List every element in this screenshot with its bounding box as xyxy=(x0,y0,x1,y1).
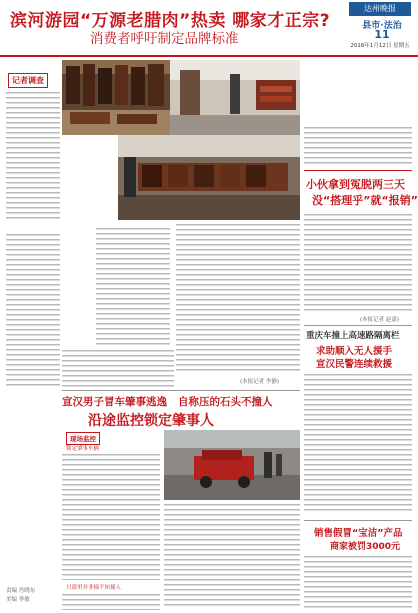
rescue-byline: (本报记者 赵嘉) xyxy=(360,317,400,323)
intro-text xyxy=(6,90,60,220)
sale-subtitle: 商家被罚3000元 xyxy=(330,542,401,552)
page-number: 11 xyxy=(374,28,390,41)
editor-credit: 责编 肖晓东 xyxy=(6,588,36,594)
issue-date: 2016年1月12日 星期五 xyxy=(350,43,410,49)
bacon-byline: (本报记者 李静) xyxy=(240,379,280,385)
car-accident-photo xyxy=(164,430,300,500)
highway-kicker: 重庆车撞上高速路隔离栏 xyxy=(306,331,400,341)
masthead xyxy=(0,0,418,55)
masthead-divider xyxy=(0,55,418,57)
bacon-text-col2 xyxy=(176,222,300,372)
left-column-text xyxy=(6,232,60,387)
hitrun-kicker-2: 自称压的石头不撞人 xyxy=(178,396,273,408)
rescue-text xyxy=(304,212,412,312)
hitrun-text-col2 xyxy=(164,502,300,608)
rescue-title-2: 没“搭理乎”就“报销” xyxy=(312,194,418,207)
monitor-label: 现场监控 xyxy=(66,432,100,445)
divider xyxy=(304,520,412,521)
divider xyxy=(304,170,412,171)
bacon-pullquote xyxy=(96,226,170,346)
hitrun-kicker: 宣汉男子冒车肇事逃逸 xyxy=(62,396,167,408)
hitrun-text-col1b xyxy=(62,592,160,610)
divider xyxy=(62,390,300,391)
page-headline: 滨河游园“万源老腊肉”热卖 哪家才正宗? xyxy=(10,11,331,31)
hitrun-text-col1 xyxy=(62,452,160,580)
hitrun-title: 沿途监控锁定肇事人 xyxy=(88,413,214,429)
bacon-photo-2 xyxy=(170,60,300,135)
bacon-text-col1 xyxy=(62,348,174,388)
sale-title: 销售假冒“宝洁”产品 xyxy=(314,528,403,539)
bacon-photo-3 xyxy=(118,135,300,220)
divider xyxy=(304,325,412,326)
bacon-photo-1 xyxy=(62,60,170,135)
monitor-sub: 锁定肇事车辆 xyxy=(66,446,100,452)
page-subheadline: 消费者呼吁制定品牌标准 xyxy=(90,31,239,47)
column-label: 记者调查 xyxy=(8,73,48,88)
newspaper-logo: 达州晚报 xyxy=(349,2,411,16)
rescue-title-1: 小伙拿到冤脱两三天 xyxy=(306,178,405,191)
hitrun-sub2: 只那里并非撞不知撞人 xyxy=(66,585,122,591)
highway-title-2: 宣汉民警连续救援 xyxy=(316,359,393,370)
highway-title-1: 求助顺入无人援手 xyxy=(316,346,393,357)
sale-text xyxy=(304,554,412,609)
highway-text xyxy=(304,372,412,512)
section-name: 县市·法治 xyxy=(362,21,402,31)
designer-credit: 美编 李敏 xyxy=(6,597,30,603)
bacon-text-right xyxy=(304,125,412,165)
